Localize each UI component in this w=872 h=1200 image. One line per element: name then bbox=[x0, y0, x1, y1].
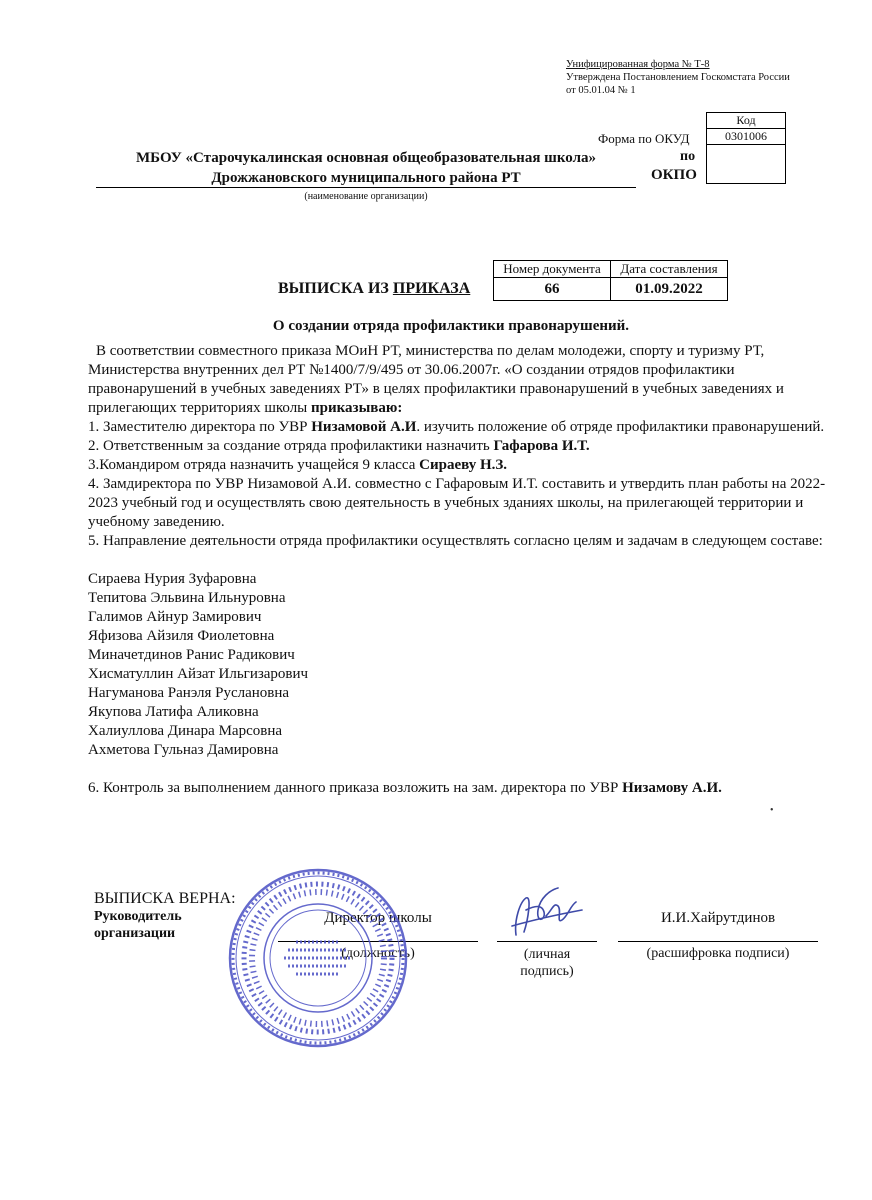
item-4: 4. Замдиректора по УВР Низамовой А.И. совместно с Гафаровым И.Т. составить и утвердить план работы на 2022-2023 учебный год и осуществлять свою деятельность в учебных зданиях школы, на прилегающей территории и учебному заведению. bbox=[88, 476, 826, 530]
organization-line-2: Дрожжановского муниципального района РТ bbox=[211, 170, 521, 186]
list-item: Якупова Латифа Аликовна bbox=[88, 704, 259, 720]
codes-header: Код bbox=[707, 113, 786, 129]
organization-underline bbox=[96, 187, 636, 188]
list-item: Хисматуллин Айзат Ильгизарович bbox=[88, 666, 309, 682]
item-6-text: 6. Контроль за выполнением данного приказа возложить на зам. директора по УВР bbox=[88, 780, 619, 796]
members-list bbox=[88, 570, 828, 760]
organization-line-1: МБОУ «Старочукалинская основная общеобразовательная школа» bbox=[135, 150, 597, 166]
date-label: Дата составления bbox=[611, 261, 728, 278]
list-item: Тепитова Эльвина Ильнуровна bbox=[88, 590, 286, 606]
list-item: Миначетдинов Ранис Радикович bbox=[88, 647, 295, 663]
approved-line-2: от 05.01.04 № 1 bbox=[566, 85, 636, 96]
item-5: 5. Направление деятельности отряда профилактики осуществлять согласно целям и задачам в следующем составе: bbox=[88, 533, 823, 549]
item-6 bbox=[88, 779, 828, 798]
list-item: Сираева Нурия Зуфаровна bbox=[88, 571, 257, 587]
organization-caption: (наименование организации) bbox=[304, 191, 428, 202]
okpo-label-line1: по bbox=[680, 149, 696, 164]
name-line bbox=[618, 941, 818, 942]
item-3 bbox=[88, 456, 828, 475]
signature-caption-line-2: подпись) bbox=[520, 964, 574, 979]
number-label: Номер документа bbox=[494, 261, 611, 278]
item-2-text: 2. Ответственным за создание отряда профилактики назначить bbox=[88, 438, 490, 454]
preamble bbox=[88, 342, 828, 418]
document-subject: О создании отряда профилактики правонарушений. bbox=[272, 318, 630, 334]
item-1 bbox=[88, 418, 828, 437]
item-2 bbox=[88, 437, 828, 456]
okpo-label-line2: ОКПО bbox=[651, 167, 697, 183]
list-item: Яфизова Айзиля Фиолетовна bbox=[88, 628, 275, 644]
document-body bbox=[88, 342, 828, 798]
item-2-name: Гафарова И.Т. bbox=[493, 438, 590, 454]
item-3-text: 3.Командиром отряда назначить учащейся 9 класса bbox=[88, 457, 416, 473]
okud-value: 0301006 bbox=[707, 129, 786, 145]
head-line-2: организации bbox=[94, 926, 176, 941]
preamble-text: В соответствии совместного приказа МОиН РТ, министерства по делам молодежи, спорту и туризму РТ, Министерства внутренних дел РТ №1400/7/9/495 от 30.06.2007г. «О создании отрядов профилактики правонарушений в учебных заведениях РТ» в целях профилактики правонарушений в учебных заведениях и прилегающих территориях школы bbox=[88, 343, 784, 416]
document-title bbox=[278, 280, 470, 298]
position-caption: (должность) bbox=[341, 946, 415, 961]
order-word: приказываю: bbox=[311, 400, 403, 416]
head-label bbox=[94, 908, 182, 942]
codes-table bbox=[706, 112, 786, 184]
item-3-name: Сираеву Н.З. bbox=[419, 457, 508, 473]
document-number-table bbox=[493, 260, 728, 301]
head-line-1: Руководитель bbox=[94, 909, 182, 924]
item-1-rest: . изучить положение об отряде профилактики правонарушений. bbox=[416, 419, 825, 435]
document-date: 01.09.2022 bbox=[611, 278, 728, 301]
approved-line-1: Утверждена Постановлением Госкомстата России bbox=[566, 72, 790, 83]
form-meta bbox=[566, 58, 790, 97]
document-number: 66 bbox=[494, 278, 611, 301]
title-part-2: ПРИКАЗА bbox=[392, 280, 471, 297]
organization-name bbox=[96, 148, 636, 188]
form-name: Унифицированная форма № Т-8 bbox=[566, 59, 710, 70]
name-caption: (расшифровка подписи) bbox=[646, 946, 790, 961]
handwritten-signature bbox=[506, 880, 586, 950]
signature-caption-line-1: (личная bbox=[523, 947, 571, 962]
position: Директор школы bbox=[324, 910, 432, 926]
list-item: Ахметова Гульназ Дамировна bbox=[88, 742, 279, 758]
item-6-name: Низамову А.И. bbox=[622, 780, 722, 796]
verified-label: ВЫПИСКА ВЕРНА: bbox=[94, 890, 236, 907]
title-part-1: ВЫПИСКА ИЗ bbox=[278, 280, 393, 297]
okpo-value bbox=[707, 145, 786, 184]
stamp-seal bbox=[226, 866, 410, 1050]
list-item: Халиуллова Динара Марсовна bbox=[88, 723, 283, 739]
item-1-name: Низамовой А.И bbox=[311, 419, 417, 435]
list-item: Галимов Айнур Замирович bbox=[88, 609, 262, 625]
okud-label: Форма по ОКУД bbox=[598, 131, 690, 146]
signature-caption bbox=[497, 946, 597, 980]
item-1-text: 1. Заместителю директора по УВР bbox=[88, 419, 308, 435]
list-item: Нагуманова Ранэля Руслановна bbox=[88, 685, 290, 701]
full-name: И.И.Хайрутдинов bbox=[660, 910, 776, 926]
speck: • bbox=[770, 805, 774, 816]
